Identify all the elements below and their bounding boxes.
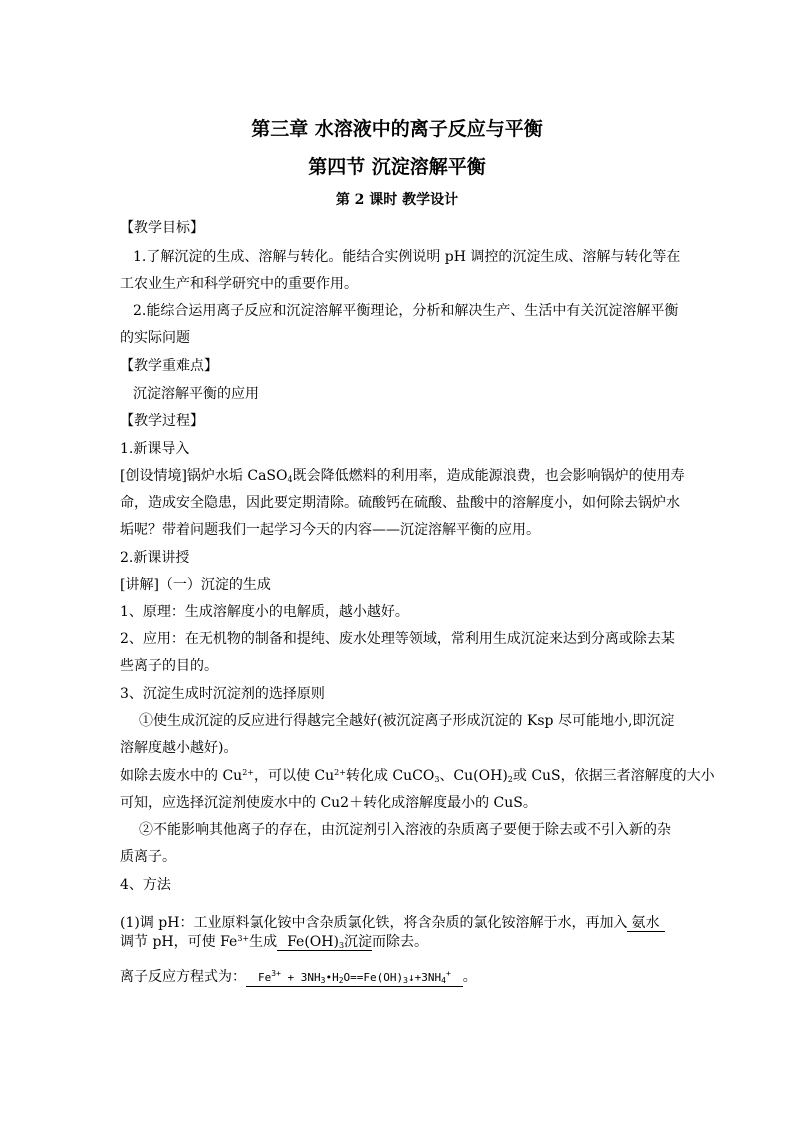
method-heading: 4、方法	[120, 877, 171, 893]
equation-label: 离子反应方程式为：	[120, 969, 246, 985]
application-line-1: 2、应用：在无机物的制备和提纯、废水处理等领域，常利用生成沉淀来达到分离或除去某	[120, 631, 675, 647]
example-text: ，可以使 Cu	[253, 768, 335, 784]
eq-text: •H	[325, 971, 339, 984]
example-text: 或 CuS，依据三者溶解度的大小	[512, 768, 715, 784]
answer-blank-equation	[246, 970, 463, 987]
example-text: 转化成 CuCO	[345, 768, 435, 784]
eq-text: ↓+3NH	[407, 971, 442, 984]
goal-1-line-2: 工农业生产和科学研究中的重要作用。	[120, 276, 358, 292]
superscript: 3+	[271, 969, 281, 978]
answer-text: Fe(OH)	[287, 934, 339, 950]
example-line-1	[120, 767, 715, 785]
subscript: 4	[441, 976, 446, 985]
ph-line-1	[120, 914, 665, 932]
goals-heading: 【教学目标】	[120, 220, 204, 236]
ph-line-2	[120, 933, 428, 951]
lesson-title: 第 2 课时 教学设计	[335, 192, 459, 208]
subscript: 2	[338, 976, 344, 985]
superscript: 2+	[242, 768, 254, 777]
subscript: 2	[507, 775, 513, 784]
subscript: 3	[338, 941, 345, 950]
superscript: 2+	[334, 768, 346, 777]
rule-1-line-1: ①使生成沉淀的反应进行得越完全越好(被沉淀离子形成沉淀的 Ksp 尽可能地小,即沉淀	[139, 713, 675, 729]
intro-text: 既会降低燃料的利用率，造成能源浪费，也会影响锅炉的使用寿	[292, 468, 685, 484]
intro-line-1	[120, 467, 685, 485]
superscript: +	[445, 969, 451, 978]
chapter-title: 第三章 水溶液中的离子反应与平衡	[251, 118, 543, 140]
ph-text: (1)调 pH：工业原料氯化铵中含杂质氯化铁，将含杂质的氯化铵溶解于水，再加入	[120, 915, 628, 931]
key-content: 沉淀溶解平衡的应用	[133, 386, 259, 402]
answer-blank-precipitate	[277, 934, 372, 951]
superscript: 3+	[237, 934, 250, 943]
principle-line: 1、原理：生成溶解度小的电解质，越小越好。	[120, 604, 409, 620]
intro-text: [创设情境]锅炉水垢 CaSO	[120, 468, 288, 484]
application-line-2: 些离子的目的。	[120, 658, 218, 674]
rule-2-line-1: ②不能影响其他离子的存在，由沉淀剂引入溶液的杂质离子要便于除去或不引入新的杂	[139, 822, 671, 838]
process-heading: 【教学过程】	[120, 413, 204, 429]
goal-1-line-1: 1.了解沉淀的生成、溶解与转化。能结合实例说明 pH 调控的沉淀生成、溶解与转化等在	[133, 249, 681, 265]
ph-text: 而除去。	[372, 934, 429, 950]
ph-text: 生成	[249, 934, 278, 950]
step-2-heading: 2.新课讲授	[120, 550, 190, 566]
example-text: 、Cu(OH)	[439, 768, 508, 784]
eq-text: O==Fe(OH)	[343, 971, 404, 984]
subscript: 4	[287, 475, 293, 484]
example-line-2: 可知，应选择沉淀剂使废水中的 Cu2＋转化成溶解度最小的 CuS。	[120, 795, 537, 811]
subscript: 3	[434, 775, 440, 784]
rule-heading: 3、沉淀生成时沉淀剂的选择原则	[120, 686, 325, 702]
section-title: 第四节 沉淀溶解平衡	[308, 156, 486, 178]
equation-end: 。	[462, 969, 477, 985]
key-heading: 【教学重难点】	[120, 358, 218, 374]
intro-line-2: 命，造成安全隐患，因此要定期清除。硫酸钙在硫酸、盐酸中的溶解度小，如何除去锅炉水	[120, 495, 680, 511]
rule-2-line-2: 质离子。	[120, 849, 176, 865]
goal-2-line-1: 2.能综合运用离子反应和沉淀溶解平衡理论，分析和解决生产、生活中有关沉淀溶解平衡	[133, 303, 679, 319]
step-1-heading: 1.新课导入	[120, 441, 190, 457]
example-text: 如除去废水中的 Cu	[120, 768, 243, 784]
goal-2-line-2: 的实际问题	[120, 330, 190, 346]
explain-heading: [讲解]（一）沉淀的生成	[120, 577, 271, 593]
answer-text: 沉淀	[344, 934, 373, 950]
eq-text: Fe	[258, 971, 272, 984]
eq-text: + 3NH	[280, 971, 321, 984]
equation-line	[120, 968, 477, 987]
answer-blank-ammonia: 氨水	[627, 915, 665, 932]
intro-line-3: 垢呢？带着问题我们一起学习今天的内容——沉淀溶解平衡的应用。	[120, 522, 540, 538]
subscript: 3	[320, 976, 326, 985]
subscript: 3	[403, 976, 408, 985]
ph-text: 调节 pH，可使 Fe	[120, 934, 238, 950]
rule-1-line-2: 溶解度越小越好)。	[120, 740, 238, 756]
